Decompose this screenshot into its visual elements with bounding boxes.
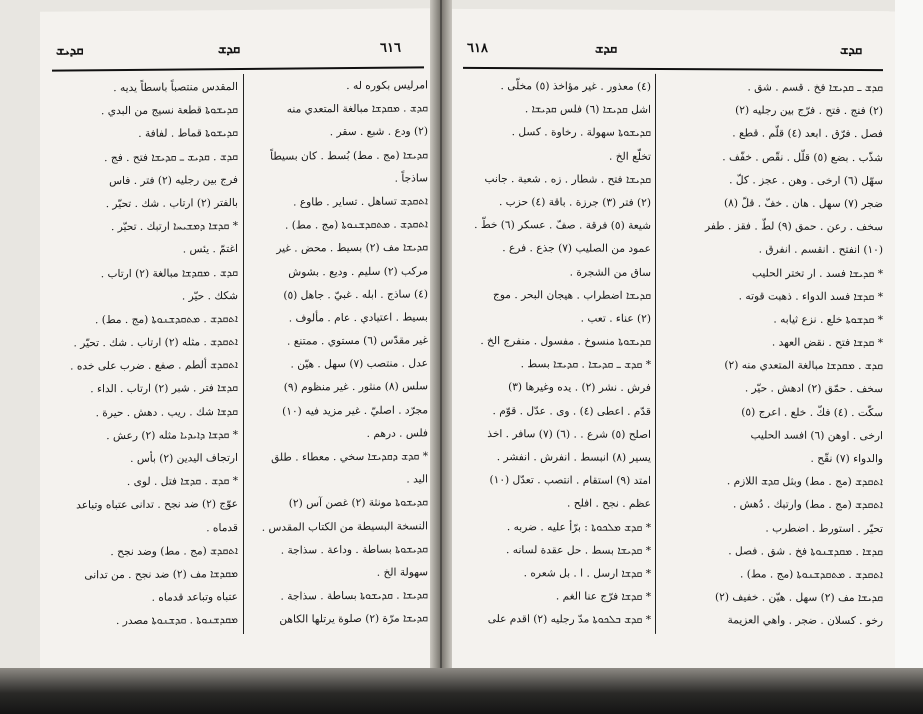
dictionary-line: تخلّع الخ . [608, 150, 651, 163]
dictionary-line: * ܩܕܫܐ فسد الدواء . ذهبت قوته . [738, 290, 883, 303]
dictionary-line: ܩܕܫ . ܡܩܕܫܐ مبالغة المتعدي منه [286, 102, 428, 116]
page-edge [895, 0, 923, 714]
left-column-a [46, 76, 238, 634]
dictionary-line: ܩܕܝܫܐ اضطراب . هيجان البحر . موج [492, 288, 651, 302]
dictionary-line: * ܩܕܫ . ܩܕܫܐ فتل . لوى . [126, 475, 238, 489]
dictionary-line: المقدس منتصباً باسطاً يديه . [113, 80, 238, 95]
dictionary-line: امتد (٩) استقام . انتصب . تعدّل (١٠) [489, 474, 651, 488]
right-header-outer: ܩܕܫ [840, 42, 863, 59]
dictionary-line: رخو . كسلان . ضجر . واهي العزيمة [727, 614, 883, 628]
dictionary-line: قدّم . اعطى (٤) . وى . عدّل . قوّم . [492, 404, 651, 418]
dictionary-line: شيعة (٥) فرقة . صفّ . عسكر (٦) خطّ . [474, 219, 651, 233]
dictionary-line: ܩܕܫ . ܡܩܕܫܐ مبالغة المتعدي منه (٢) [724, 359, 883, 373]
right-page-number: ٦١٨ [467, 40, 488, 57]
dictionary-line: سكّت . (٤) فكّ . خلع . اعرج (٥) [741, 405, 883, 419]
dictionary-line: فصل . فرّق . ابعد (٤) قلّم . قطع . [732, 127, 883, 141]
dictionary-line: تحيّر . استورط . اضطرب . [765, 522, 883, 535]
right-header-inner: ܩܕܫ [595, 41, 618, 57]
dictionary-line: ܩܕܝܫܘܬܐ سهولة . رخاوة . كسل . [511, 126, 651, 140]
dictionary-line: اصلح (٥) شرع . . (٦) (٧) سافر . اخذ [487, 427, 651, 441]
right-header-rule [463, 67, 883, 71]
dictionary-line: * ܩܕܝܫܐ بسط . حل عقدة لسانه . [506, 543, 651, 557]
dictionary-line: (٢) عناء . تعب . [580, 312, 651, 325]
left-column-divider [243, 74, 244, 634]
dictionary-line: ܐܬܩܕܫ ألطم . صفع . ضرب على خده . [70, 359, 238, 373]
dictionary-line: سهّل (٦) ارخى . وهن . عجز . كلّ . [729, 174, 883, 187]
dictionary-line: ܩܕܝܫܐ مرّة (٢) صلوة يرتلها الكاهن [279, 612, 428, 626]
left-header-inner: ܩܕܫ [218, 41, 241, 58]
dictionary-line: ارتجاف اليدين (٢) بأس . [130, 451, 238, 465]
dictionary-line: ܩܕܝܫܘܬܐ قطعة نسيج من البدي . [101, 104, 238, 118]
dictionary-line: * ܩܕܫܐ ܕܐܝܕܝܐ مثله (٢) رعش . [106, 428, 238, 442]
dictionary-line: ارخى . اوهن (٦) افسد الحليب [750, 429, 883, 442]
dictionary-line: ܐܬܩܕܫ (مج . مط) وضد نجح . [110, 544, 238, 558]
dictionary-line: بالفتر (٢) ارتاب . شك . تحيّر . [105, 196, 238, 211]
dictionary-line: عمود من الصليب (٧) جذع . فرع . [502, 242, 651, 256]
dictionary-line: سخف . حمّق (٢) ادهش . حيّر . [744, 382, 883, 396]
dictionary-line: ܩܕܝܫܐ مف (٢) بسيط . محض . غير [276, 241, 428, 255]
dictionary-line: ܡܩܕܫܢܘܬܐ . ܩܕܫܢܘܬܐ مصدر . [116, 614, 238, 628]
dictionary-line: والدواء (٧) نقّح . [810, 452, 883, 466]
dictionary-line: * ܩܕܫ ܡܠܟܘܬܐ : برّأ عليه . ضربه . [506, 520, 651, 534]
dictionary-line: ܩܕܝܫܐ فتح . شطار . زه . شعبة . جانب [484, 172, 651, 186]
dictionary-line: * ܩܕܫܘܬܐ خلع . نزع ثيابه . [773, 313, 883, 326]
dictionary-line: ܐܬܩܕܫ . ܡܬܩܕܫܢܘܬܐ (مج . مط) . [739, 568, 883, 582]
dictionary-line: ܩܕܫ . ܡܩܕܫܐ مبالغة (٢) ارتاب . [100, 266, 238, 280]
left-column-b [248, 74, 428, 632]
dictionary-line: ܐܬܩܕܫ (مج . مط) وارتبك . دُهش . [732, 498, 883, 512]
dictionary-line: * ܩܕܫܐ ارسل . ا . بل شعره . [523, 567, 651, 580]
dictionary-line: فرج بين رجليه (٢) فتر . فاس [109, 173, 238, 187]
dictionary-line: يسير (٨) انبسط . انفرش . انفشر . [496, 451, 651, 464]
left-header-outer: ܩܕܝܫ [56, 43, 84, 59]
dictionary-line: (٢) فنج . فتح . فرّج بين رجليه (٢) [735, 104, 883, 118]
bottom-shadow [0, 668, 923, 714]
right-page [445, 9, 895, 671]
dictionary-line: ܡܩܕܫܐ مف (٢) ضد نجح . من تدانى [84, 567, 238, 582]
dictionary-line: ܩܕܝܫܐ مف (٢) سهل . هيّن . خفيف (٢) [715, 591, 883, 605]
dictionary-line: عدل . منتصب (٧) سهل . هيّن . [290, 357, 428, 371]
dictionary-line: مركب (٢) سليم . وديع . بشوش [288, 264, 428, 279]
dictionary-line: غير مقدّس (٦) مستوي . ممتنع . [287, 334, 428, 348]
dictionary-line: ܩܕܫ . ܩܕܝܫ ـ ܩܕܝܫܐ فتح . فج . [104, 150, 238, 164]
dictionary-line: اغتمّ . يئس . [182, 243, 238, 256]
dictionary-line: اشل ܩܕܝܫܐ (٦) فلس ܩܕܝܫܐ . [524, 103, 651, 117]
dictionary-line: ܩܕܝܫܘܬܐ منسوخ . مفسول . منفرج الخ . [480, 335, 651, 348]
dictionary-line: امرليس بكوره له . [346, 79, 428, 93]
dictionary-line: شذّب . بضع (٥) قلّل . نقّص . خفّف . [722, 150, 883, 164]
dictionary-line: اليد . [406, 473, 428, 486]
dictionary-line: * ܩܕܫ ܕܩܕܝܫܐ سخي . معطاء . طلق [271, 450, 428, 464]
dictionary-line: ܩܕܝܫܐ . ܩܕܝܫܘܬܐ بساطة . سذاجة . [280, 589, 428, 603]
dictionary-line: النسخة البسيطة من الكتاب المقدس . [261, 519, 428, 534]
dictionary-line: بسيط . اعتيادي . عام . مألوف . [288, 311, 428, 325]
dictionary-line: (٢) ودع . شبع . سقر . [329, 125, 428, 139]
left-page [40, 8, 435, 671]
right-column-a [461, 75, 651, 632]
dictionary-line: ܩܕܫܐ شك . ريب . دهش . حيرة . [95, 405, 238, 419]
dictionary-line: عظم . نجح . افلح . [567, 497, 651, 511]
left-header-rule [52, 66, 424, 71]
dictionary-line: فلس . درهم . [366, 427, 428, 440]
dictionary-line: (٤) معذور . غير مؤاخذ (٥) مخلّى . [500, 80, 651, 93]
dictionary-line: ܩܕܫܐ فتر . شبر (٢) ارتاب . الداء . [90, 382, 238, 396]
dictionary-line: ܐܬܩܕܫ . ܡܬܩܕܫܢܘܬܐ (مج . مط) . [284, 218, 428, 232]
dictionary-line: عتباه وتباعد قدماه . [151, 591, 238, 604]
dictionary-line: ܐܬܩܕܫ . مثله (٢) ارتاب . شك . تحيّر . [73, 336, 238, 350]
dictionary-line: ܩܕܝܫܐ (مج . مط) بُسط . كان بسيطاً [270, 148, 428, 163]
dictionary-line: سخف . رعن . حمق (٩) لطّ . فقز . طفر [704, 220, 883, 234]
dictionary-line: ساذجاً . [394, 172, 428, 185]
dictionary-line: ܩܕܝܫܘܬܐ مونثة (٢) غصن آس (٢) [288, 496, 428, 510]
dictionary-line: * ܩܕܫܐ فتح . نقض العهد . [771, 336, 883, 350]
dictionary-line: سلس (٨) منثور . غير منظوم (٩) [283, 380, 428, 395]
dictionary-line: * ܩܕܫ ܒܠܟܘܬܐ مدّ رجليه (٢) اقدم على [487, 613, 651, 627]
dictionary-line: ܩܕܫ ـ ܩܕܝܫܐ فخ . قسم . شق . [747, 81, 883, 95]
dictionary-line: شكك . حيّر . [181, 289, 238, 303]
dictionary-line: مجرّد . اصليّ . غير مزيد فيه (١٠) [282, 403, 428, 418]
dictionary-line: ܐܬܩܕܫ تساهل . تساير . طاوع . [293, 195, 428, 209]
left-page-number: ٦١٦ [380, 40, 401, 56]
dictionary-line: * ܩܕܝܫܐ فسد . ار تختر الحليب [752, 266, 883, 280]
dictionary-line: قدماه . [206, 521, 238, 534]
dictionary-line: ܩܕܝܫܘܬܐ قماط . لفافة . [138, 127, 238, 141]
dictionary-line: ܩܕܫܐ . ܡܩܕܫܢܘܬܐ فخ . شق . فصل . [728, 545, 883, 558]
dictionary-line: (١٠) انفتح . انقسم . انفرق . [758, 243, 883, 257]
book-gutter [430, 0, 452, 680]
dictionary-line: فرش . نشر (٢) . يده وغيرها (٣) [508, 381, 651, 395]
dictionary-line: عوّج (٢) ضد نجح . تدانى عتباه وتباعد [76, 498, 238, 512]
right-column-b [661, 76, 883, 634]
dictionary-line: ܩܕܝܫܘܬܐ بساطة . وداعة . سذاجة . [280, 543, 428, 557]
dictionary-line: (٤) ساذج . ابله . غبيّ . جاهل (٥) [283, 288, 428, 302]
dictionary-line: * ܩܕܫܐ ܕܡܫܝܚܐ ارتبك . تحيّر . [110, 220, 238, 234]
dictionary-line: ساق من الشجرة . [569, 265, 651, 279]
dictionary-line: ܐܬܩܕܫ . ܡܬܩܕܫܢܘܬܐ (مج . مط) . [94, 312, 238, 327]
dictionary-line: * ܩܕܫ ـ ܩܕܝܫܐ . ܩܕܝܫܐ بسط . [520, 358, 651, 372]
dictionary-line: سهولة الخ . [376, 566, 428, 579]
dictionary-line: ܐܬܩܕܫ (مج . مط) وبثل ܩܕܫ اللازم . [726, 475, 883, 489]
dictionary-line: (٢) فتر (٣) جرزة . باقة (٤) حزب . [498, 196, 651, 209]
dictionary-line: ضجر (٧) سهل . هان . خفّ . قلّ (٨) [723, 197, 883, 211]
right-column-divider [655, 74, 656, 634]
dictionary-line: * ܩܕܫܐ فرّج عنا الغم . [555, 590, 651, 604]
